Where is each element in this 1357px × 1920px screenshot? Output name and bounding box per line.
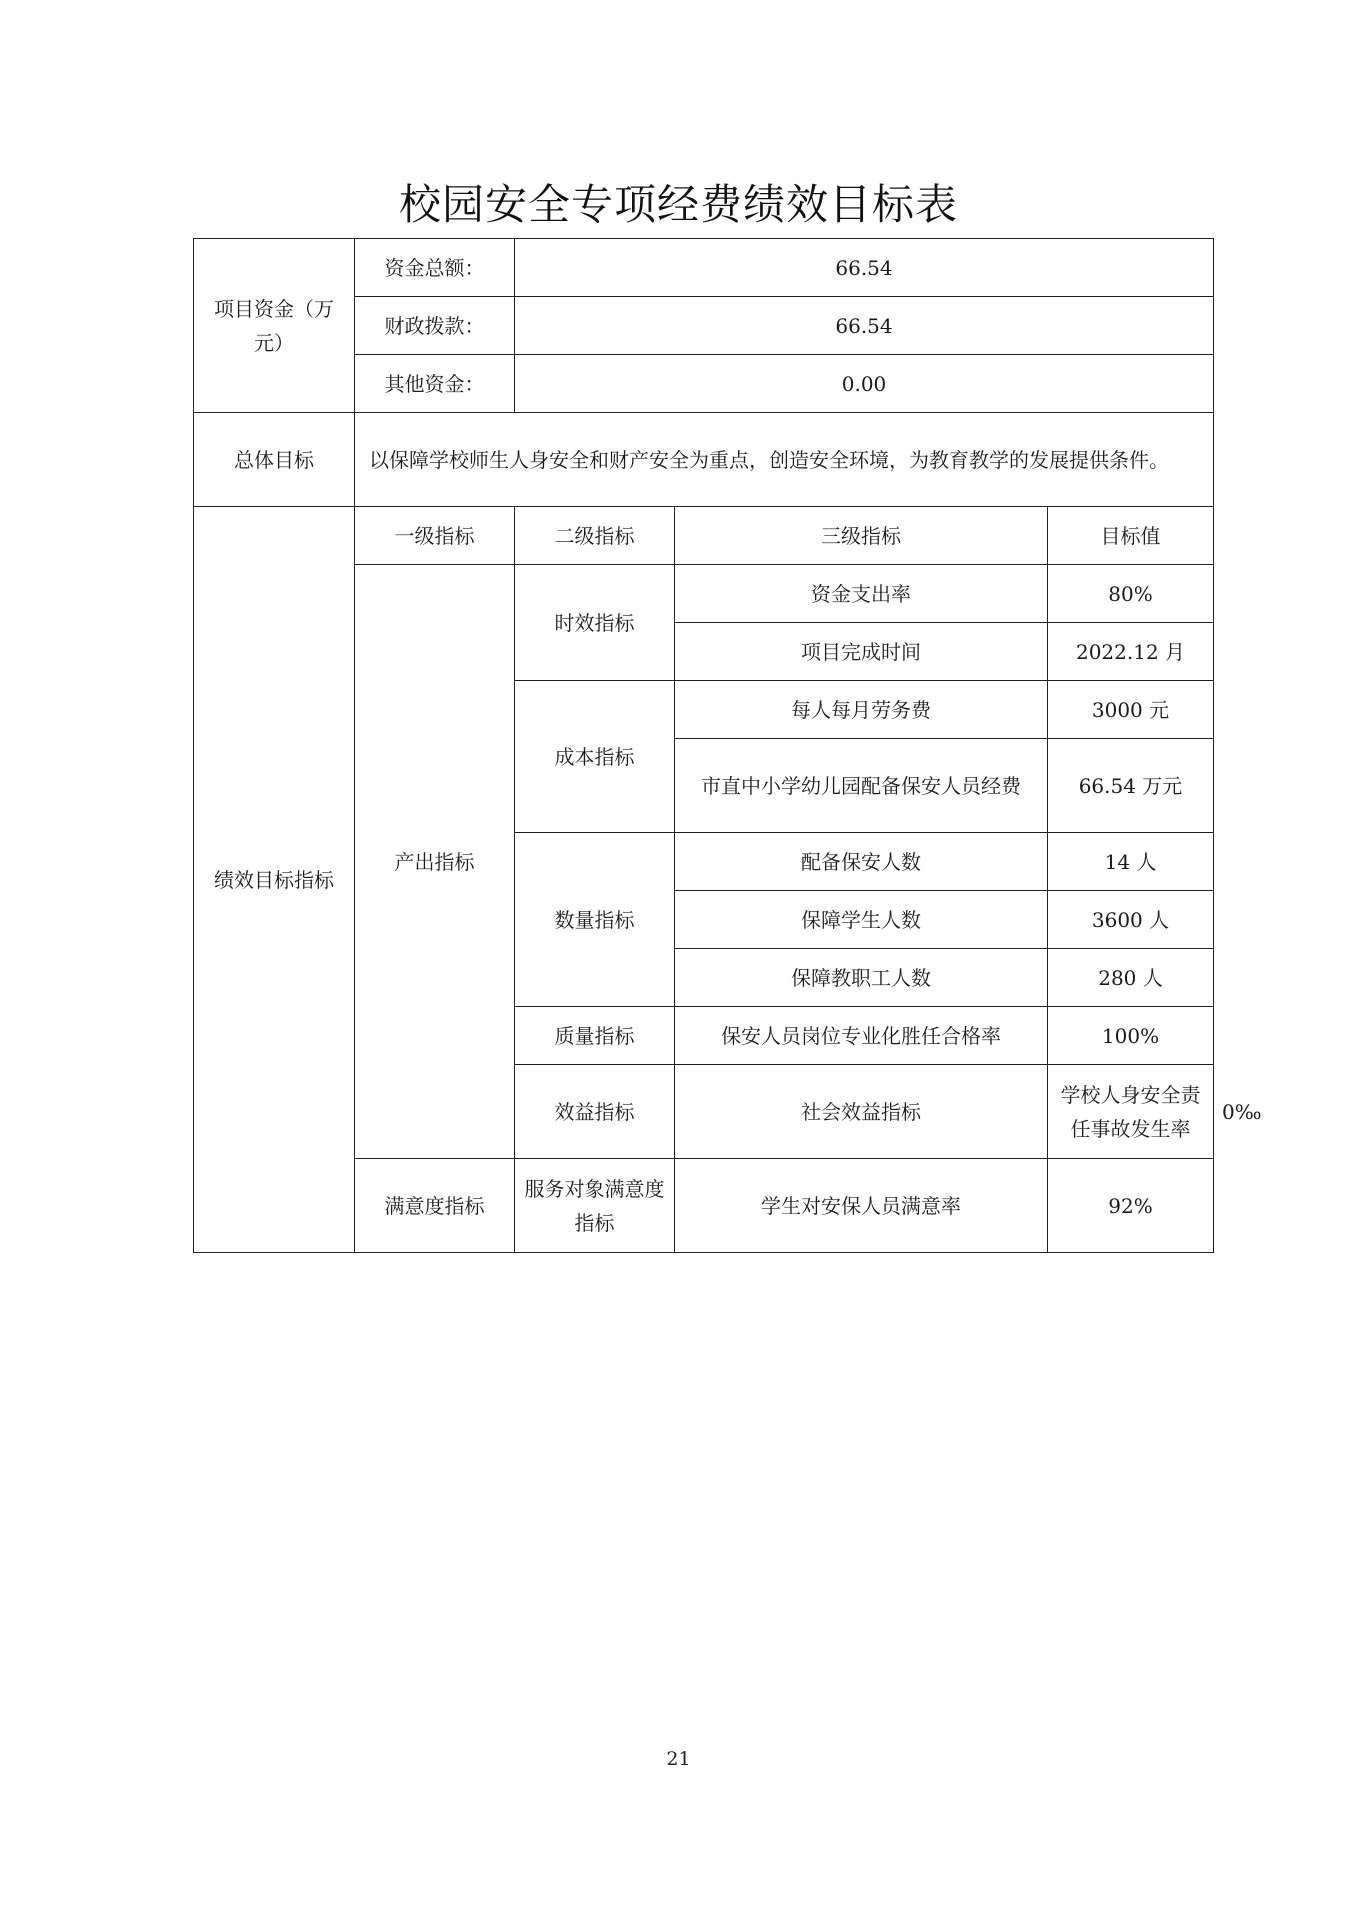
- indicator-value: 3600 人: [1048, 891, 1214, 949]
- funds-row-total: [194, 239, 1214, 297]
- funds-section-label: 项目资金（万元）: [194, 239, 355, 413]
- header-level1: 一级指标: [355, 507, 515, 565]
- indicator-value: 80%: [1048, 565, 1214, 623]
- indicator-value: 14 人: [1048, 833, 1214, 891]
- indicator-name: 配备保安人数: [675, 833, 1048, 891]
- page-number: 21: [666, 1748, 691, 1770]
- indicator-value: 66.54 万元: [1048, 739, 1214, 833]
- cost-indicator-label: 成本指标: [515, 681, 675, 833]
- funds-fiscal-label: 财政拨款：: [355, 297, 515, 355]
- header-target: 目标值: [1048, 507, 1214, 565]
- timeliness-indicator-label: 时效指标: [515, 565, 675, 681]
- indicators-section-label: 绩效目标指标: [194, 507, 355, 1253]
- satisfaction-indicator-label: 满意度指标: [355, 1159, 515, 1253]
- header-level2: 二级指标: [515, 507, 675, 565]
- indicator-name: 学校人身安全责任事故发生率: [1048, 1065, 1214, 1159]
- quality-indicator-label: 质量指标: [515, 1007, 675, 1065]
- overall-goal-text: 以保障学校师生人身安全和财产安全为重点，创造安全环境，为教育教学的发展提供条件。: [355, 413, 1214, 507]
- indicator-name: 项目完成时间: [675, 623, 1048, 681]
- funds-total-value: 66.54: [515, 239, 1214, 297]
- funds-total-label: 资金总额：: [355, 239, 515, 297]
- indicator-value: 2022.12 月: [1048, 623, 1214, 681]
- indicator-name: 学生对安保人员满意率: [675, 1159, 1048, 1253]
- service-satisfaction-indicator-label: 服务对象满意度指标: [515, 1159, 675, 1253]
- performance-goal-table: [193, 238, 1262, 1253]
- funds-other-label: 其他资金：: [355, 355, 515, 413]
- funds-fiscal-value: 66.54: [515, 297, 1214, 355]
- table-row: 效益指标 社会效益指标 学校人身安全责任事故发生率 0‰: [194, 1065, 1214, 1159]
- indicator-name: 市直中小学幼儿园配备保安人员经费: [675, 739, 1048, 833]
- indicator-name: 保障学生人数: [675, 891, 1048, 949]
- page-title: 校园安全专项经费绩效目标表: [398, 180, 958, 229]
- overall-goal-row: [194, 413, 1214, 507]
- indicator-value: 100%: [1048, 1007, 1214, 1065]
- indicator-value: 280 人: [1048, 949, 1214, 1007]
- indicator-value: 3000 元: [1048, 681, 1214, 739]
- overall-goal-label: 总体目标: [194, 413, 355, 507]
- indicator-name: 资金支出率: [675, 565, 1048, 623]
- benefit-indicator-label: 效益指标: [515, 1065, 675, 1159]
- indicator-name: 每人每月劳务费: [675, 681, 1048, 739]
- social-benefit-indicator-label: 社会效益指标: [675, 1065, 1048, 1159]
- quantity-indicator-label: 数量指标: [515, 833, 675, 1007]
- indicator-name: 保安人员岗位专业化胜任合格率: [675, 1007, 1048, 1065]
- indicator-name: 保障教职工人数: [675, 949, 1048, 1007]
- output-indicator-label: 产出指标: [355, 565, 515, 1159]
- funds-other-value: 0.00: [515, 355, 1214, 413]
- indicator-value: 92%: [1048, 1159, 1214, 1253]
- header-level3: 三级指标: [675, 507, 1048, 565]
- indicators-header-row: [194, 507, 1214, 565]
